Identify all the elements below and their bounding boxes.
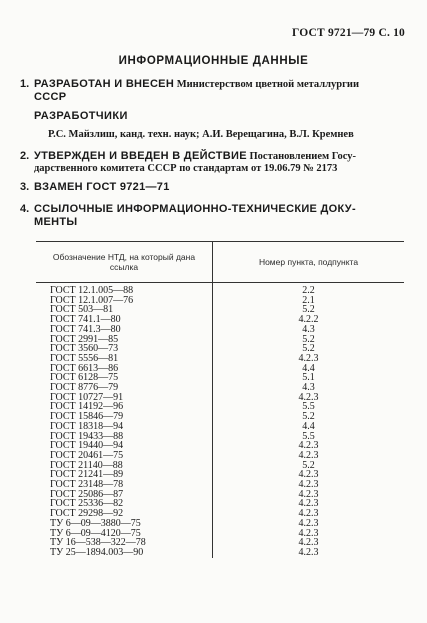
section-heading: УТВЕРЖДЕН И ВВЕДЕН В ДЕЙСТВИЕ (34, 150, 247, 162)
page-header: ГОСТ 9721—79 С. 10 (292, 27, 405, 39)
document-cell: ГОСТ 23148—78 (36, 480, 213, 490)
clause-cell: 4.3 (302, 323, 315, 335)
clause-cell: 4.2.3 (298, 488, 319, 500)
section-text-cont: СССР (34, 91, 67, 103)
clause-cell: 4.2.3 (298, 440, 319, 452)
clause-cell: 5.2 (302, 333, 315, 345)
page-title: ИНФОРМАЦИОННЫЕ ДАННЫЕ (118, 55, 309, 67)
section-text: Министерством цветной металлургии (176, 79, 360, 90)
document-cell: ГОСТ 18318—94 (36, 422, 213, 432)
document-cell: ГОСТ 19433—88 (36, 432, 213, 442)
section-number: 1. (20, 78, 30, 90)
clause-cell: 4.2.3 (298, 508, 319, 520)
clause-cell: 4.2.3 (298, 352, 319, 364)
document-cell: ГОСТ 6613—86 (36, 364, 213, 374)
table-header-row (36, 242, 404, 283)
document-cell: ГОСТ 15846—79 (36, 412, 213, 422)
table-row (36, 283, 404, 296)
clause-cell: 2.1 (302, 294, 315, 306)
column-header-clause: Номер пункта, подпункта (213, 242, 405, 283)
clause-cell: 4.2.3 (298, 479, 319, 491)
clause-cell: 5.5 (302, 430, 315, 442)
section-heading: ССЫЛОЧНЫЕ ИНФОРМАЦИОННО-ТЕХНИЧЕСКИЕ ДОКУ- (34, 203, 356, 215)
section-1 (20, 78, 402, 103)
document-cell: ГОСТ 503—81 (36, 305, 213, 315)
document-cell: ГОСТ 2991—85 (36, 335, 213, 345)
clause-cell: 4.2.3 (298, 546, 319, 558)
reference-table (36, 241, 404, 558)
document-cell: ГОСТ 741.3—80 (36, 325, 213, 335)
document-cell: ГОСТ 12.1.007—76 (36, 296, 213, 306)
clause-cell: 2.2 (302, 285, 315, 296)
document-cell: ГОСТ 10727—91 (36, 393, 213, 403)
section-2 (20, 150, 402, 175)
table-body (36, 283, 404, 558)
document-cell: ТУ 16—538—322—78 (36, 538, 213, 548)
document-cell: ГОСТ 12.1.005—88 (36, 283, 213, 296)
section-3 (20, 181, 402, 194)
section-text-cont: МЕНТЫ (34, 216, 78, 228)
document-cell: ГОСТ 20461—75 (36, 451, 213, 461)
developers-heading: РАЗРАБОТЧИКИ (34, 110, 128, 122)
section-heading: ВЗАМЕН ГОСТ 9721—71 (34, 181, 170, 193)
table-row (36, 548, 404, 558)
document-cell: ГОСТ 25336—82 (36, 499, 213, 509)
section-text: Постановлением Госу- (249, 151, 357, 162)
column-header-document: Обозначение НТД, на который дана ссылка (36, 242, 213, 283)
document-cell: ГОСТ 14192—96 (36, 402, 213, 412)
section-heading: РАЗРАБОТАН И ВНЕСЕН (34, 78, 175, 90)
clause-cell: 5.2 (302, 411, 315, 423)
document-cell: ГОСТ 21241—89 (36, 470, 213, 480)
document-cell: ГОСТ 3560—73 (36, 344, 213, 354)
document-cell: ГОСТ 8776—79 (36, 383, 213, 393)
document-cell: ТУ 6—09—3880—75 (36, 519, 213, 529)
document-cell: ГОСТ 29298—92 (36, 509, 213, 519)
clause-cell: 4.2.3 (298, 527, 319, 539)
clause-cell: 4.4 (302, 420, 315, 432)
document-cell: ГОСТ 25086—87 (36, 490, 213, 500)
clause-cell: 4.2.3 (298, 449, 319, 461)
document-cell: ГОСТ 6128—75 (36, 373, 213, 383)
developers-list: Р.С. Майзлиш, канд. техн. наук; А.И. Верещагина, В.Л. Кремнев (48, 129, 354, 140)
section-number: 4. (20, 203, 30, 215)
clause-cell: 5.2 (302, 304, 315, 316)
clause-cell: 4.3 (302, 382, 315, 394)
clause-cell: 5.5 (302, 401, 315, 413)
document-cell: ТУ 25—1894.003—90 (36, 548, 213, 558)
document-cell: ГОСТ 5556—81 (36, 354, 213, 364)
document-cell: ГОСТ 19440—94 (36, 441, 213, 451)
clause-cell: 4.2.2 (298, 314, 319, 326)
clause-cell: 5.2 (302, 343, 315, 355)
clause-cell: 5.1 (302, 372, 315, 384)
clause-cell: 5.2 (302, 459, 315, 471)
section-4 (20, 203, 402, 228)
clause-cell: 4.2.3 (298, 517, 319, 529)
section-text-cont: дарственного комитета СССР по стандартам от 19.06.79 № 2173 (34, 163, 338, 174)
section-number: 3. (20, 181, 30, 193)
clause-cell: 4.4 (302, 362, 315, 374)
document-cell: ГОСТ 21140—88 (36, 461, 213, 471)
clause-cell: 4.2.3 (298, 498, 319, 510)
clause-cell: 4.2.3 (298, 391, 319, 403)
clause-cell: 4.2.3 (298, 469, 319, 481)
document-cell: ТУ 6—09—4120—75 (36, 529, 213, 539)
clause-cell: 4.2.3 (298, 537, 319, 549)
document-cell: ГОСТ 741.1—80 (36, 315, 213, 325)
section-number: 2. (20, 150, 30, 162)
